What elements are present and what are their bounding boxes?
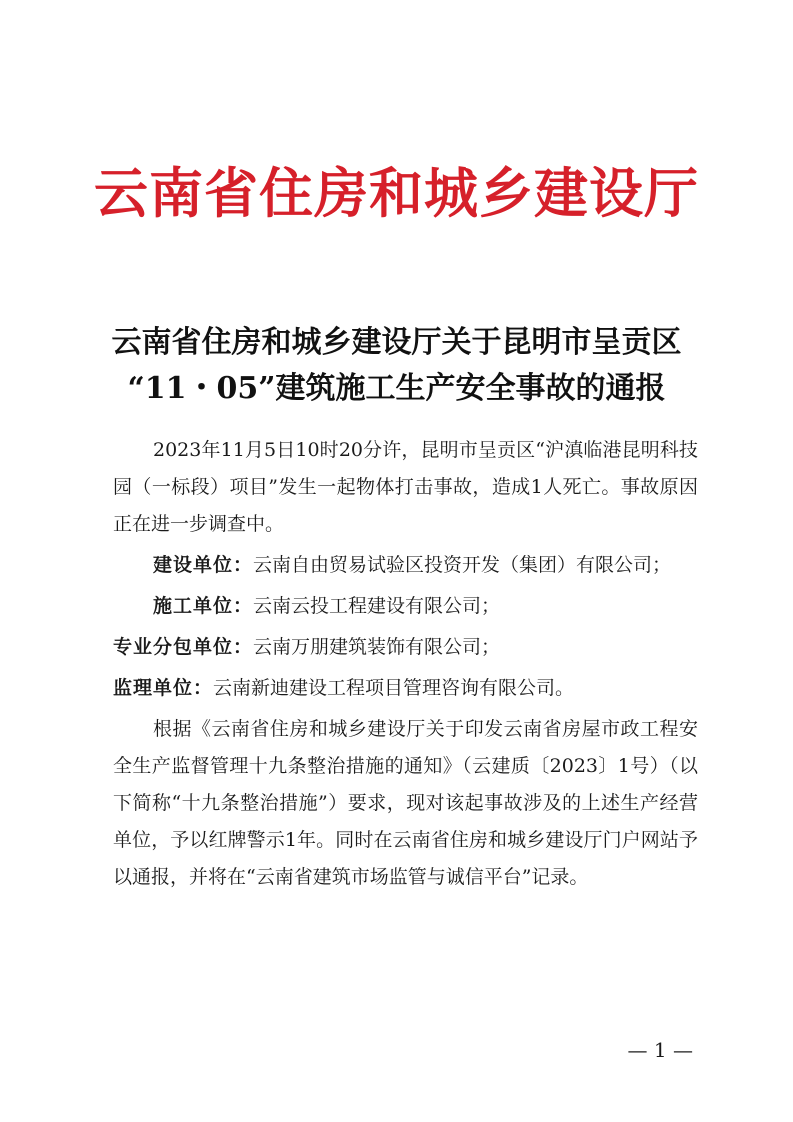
party-label: 建设单位： [153, 554, 254, 576]
intro-paragraph: 2023年11月5日10时20分许，昆明市呈贡区“沪滇临港昆明科技园（一标段）项目”发生一起物体打击事故，造成1人死亡。事故原因正在进一步调查中。 [113, 439, 698, 535]
page-number: — 1 — [627, 1038, 693, 1062]
party-label: 专业分包单位： [113, 636, 254, 658]
conclusion-paragraph: 根据《云南省住房和城乡建设厅关于印发云南省房屋市政工程安全生产监督管理十九条整治措施的通知》（云建质〔2023〕1号）（以下简称“十九条整治措施”）要求，现对该起事故涉及的上述生产经营单位，予以红牌警示1年。同时在云南省住房和城乡建设厅门户网站予以通报，并将在“云南省建筑市场监管与诚信平台”记录。 [113, 718, 698, 888]
party-value: 云南自由贸易试验区投资开发（集团）有限公司； [253, 554, 672, 576]
party-contractor [113, 588, 698, 625]
issuing-organization-header: 云南省住房和城乡建设厅 [94, 161, 699, 225]
party-construction [113, 547, 698, 584]
title-line-1: 云南省住房和城乡建设厅关于昆明市呈贡区 [111, 325, 682, 360]
party-label: 施工单位： [153, 595, 254, 617]
party-subcontractor [113, 629, 698, 666]
party-label: 监理单位： [113, 677, 214, 699]
party-supervisor [113, 670, 698, 707]
party-value: 云南云投工程建设有限公司； [253, 595, 501, 617]
party-value: 云南万朋建筑装饰有限公司； [253, 636, 501, 658]
document-title [0, 320, 793, 412]
document-body [113, 432, 698, 896]
title-line-2: “11・05”建筑施工生产安全事故的通报 [127, 371, 666, 406]
party-value: 云南新迪建设工程项目管理咨询有限公司。 [213, 677, 575, 699]
